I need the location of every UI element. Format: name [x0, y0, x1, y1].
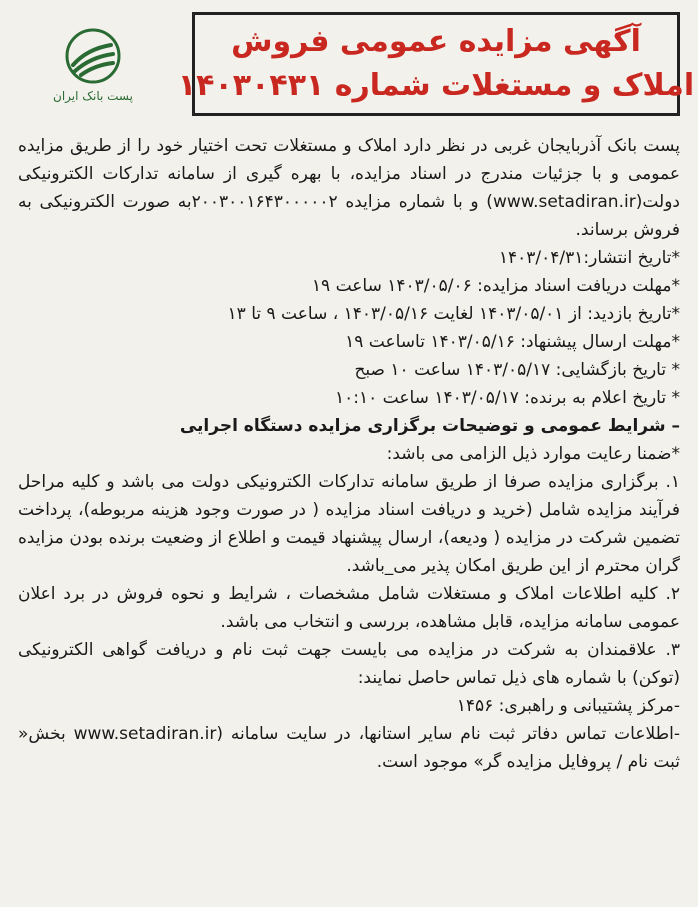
date-document-deadline: *مهلت دریافت اسناد مزایده: ۱۴۰۳/۰۵/۰۶ ساعت ۱۹	[311, 276, 680, 296]
ad-title-line-2: املاک و مستغلات شماره ۱۴۰۳۰۴۳۱	[177, 68, 695, 103]
rule-item-1: ۱. برگزاری مزایده صرفا از طریق سامانه تدارکات الکترونیکی دولت می باشد و کلیه مراحل فرآیند مزایده شامل (خرید و دریافت اسناد مزایده ( در صورت وجود هزینه مربوطه)، پرداخت تضمین شرکت در مزایده ( ودیعه)، ارسال پیشنهاد قیمت و اطلاع از وضعیت برنده بودن مزایده گران محترم از این طریق امکان پذیر می_باشد.	[18, 472, 680, 576]
intro-paragraph: پست بانک آذربایجان غربی در نظر دارد املاک و مستغلات تحت اختیار خود را از طریق مزایده عمومی و با جزئیات مندرج در اسناد مزایده، با بهره گیری از سامانه تدارکات الکترونیکی دولت(www.setadiran.ir) و با شماره مزایده ۲۰۰۳۰۰۱۶۴۳۰۰۰۰۰۲به صورت الکترونیکی به فروش برساند.	[18, 136, 680, 240]
requirements-note: *ضمنا رعایت موارد ذیل الزامی می باشد:	[386, 444, 680, 464]
dates-list	[18, 244, 680, 412]
logo-caption: پست بانک ایران	[53, 89, 133, 103]
rule-item-3: ۳. علاقمندان به شرکت در مزایده می بایست جهت ثبت نام و دریافت گواهی الکترونیکی (توکن) با شماره های ذیل تماس حاصل نمایند:	[18, 640, 680, 688]
rule-item-2: ۲. کلیه اطلاعات املاک و مستغلات شامل مشخصات ، شرایط و نحوه فروش در برد اعلان عمومی سامانه مزایده، قابل مشاهده، بررسی و انتخاب می باشد.	[18, 584, 680, 632]
contact-offices: -اطلاعات تماس دفاتر ثبت نام سایر استانها، در سایت سامانه (www.setadiran.ir بخش« ثبت نام / پروفایل مزایده گر» موجود است.	[18, 724, 680, 772]
contact-support: -مرکز پشتیبانی و راهبری: ۱۴۵۶	[456, 696, 680, 716]
date-winner-announce: * تاریخ اعلام به برنده: ۱۴۰۳/۰۵/۱۷ ساعت ۱۰:۱۰	[335, 388, 680, 408]
ad-header	[18, 10, 695, 120]
post-bank-emblem-icon	[57, 27, 129, 85]
date-publish: *تاریخ انتشار:۱۴۰۳/۰۴/۳۱	[498, 248, 680, 268]
title-box	[177, 12, 695, 116]
ad-title-line-1: آگهی مزایده عمومی فروش	[231, 24, 641, 59]
date-offer-deadline: *مهلت ارسال پیشنهاد: ۱۴۰۳/۰۵/۱۶ تاساعت ۱۹	[345, 332, 680, 352]
section-title: – شرایط عمومی و توضیحات برگزاری مزایده دستگاه اجرایی	[179, 416, 680, 436]
date-visit: *تاریخ بازدید: از ۱۴۰۳/۰۵/۰۱ لغایت ۱۴۰۳/۰۵/۱۶ ، ساعت ۹ تا ۱۳	[227, 304, 680, 324]
post-bank-logo	[18, 10, 168, 120]
date-opening: * تاریخ بازگشایی: ۱۴۰۳/۰۵/۱۷ ساعت ۱۰ صبح	[354, 360, 680, 380]
ad-body	[18, 132, 680, 776]
